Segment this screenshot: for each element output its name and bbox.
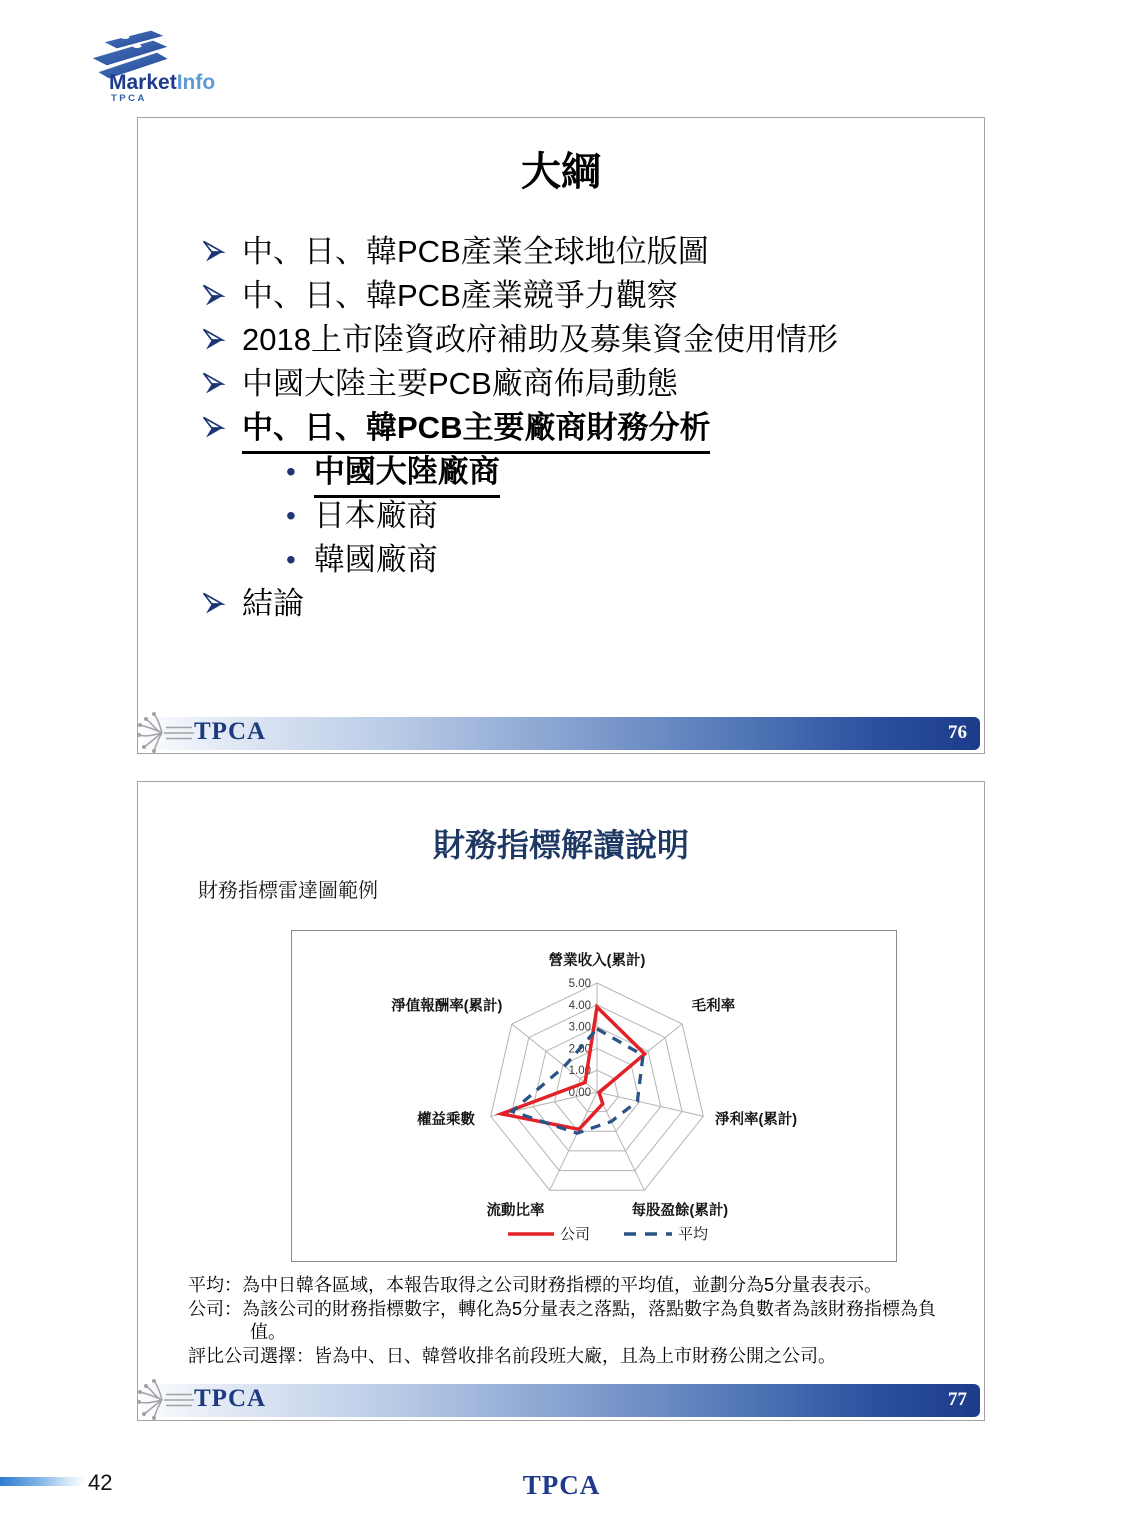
radar-chart-svg bbox=[292, 931, 896, 1261]
list-item bbox=[200, 494, 970, 538]
document-page-number: 42 bbox=[88, 1470, 113, 1495]
bullet-text: 中、日、韓PCB產業全球地位版圖 bbox=[242, 234, 709, 269]
bullet-text: 韓國廠商 bbox=[313, 542, 438, 577]
radar-axis-line bbox=[550, 1092, 597, 1190]
tpca-tree-icon bbox=[136, 1376, 194, 1424]
radar-category-label: 營業收入(累計) bbox=[548, 953, 646, 970]
slide-financial-indicators bbox=[137, 781, 985, 1421]
bullet-text: 2018上市陸資政府補助及募集資金使用情形 bbox=[242, 322, 838, 357]
radar-category-label: 流動比率 bbox=[486, 1203, 545, 1220]
arrow-bullet-icon bbox=[200, 371, 226, 397]
list-item bbox=[200, 582, 970, 626]
bullet-text: 中、日、韓PCB產業競爭力觀察 bbox=[242, 278, 678, 313]
radar-category-label: 每股盈餘(累計) bbox=[631, 1203, 729, 1220]
list-item bbox=[200, 450, 970, 494]
list-item bbox=[200, 362, 970, 406]
radar-tick-label: 5.00 bbox=[568, 978, 591, 990]
arrow-bullet-icon bbox=[200, 283, 226, 309]
slide-page-number: 77 bbox=[948, 1389, 967, 1410]
slide2-title: 財務指標解讀說明 bbox=[432, 827, 689, 863]
radar-chart bbox=[291, 930, 897, 1262]
radar-tick-label: 1.00 bbox=[568, 1065, 591, 1078]
radar-tick-label: 0.00 bbox=[568, 1087, 591, 1099]
logo-wordmark: MarketInfo bbox=[109, 71, 216, 94]
slide1-title: 大綱 bbox=[521, 150, 601, 194]
slide-page-number: 76 bbox=[948, 722, 967, 743]
arrow-bullet-icon bbox=[200, 239, 226, 265]
chart-notes bbox=[188, 1274, 962, 1368]
note-line: 評比公司選擇：皆為中、日、韓營收排名前段班大廠，且為上市財務公開之公司。 bbox=[188, 1345, 836, 1366]
radar-axis-line bbox=[597, 1092, 644, 1190]
bullet-text: 中國大陸廠商 bbox=[314, 450, 500, 498]
bullet-text: 結論 bbox=[242, 586, 304, 621]
legend-average-label: 平均 bbox=[678, 1226, 709, 1243]
slide-footer-bar bbox=[142, 717, 980, 750]
radar-category-label: 權益乘數 bbox=[417, 1111, 476, 1128]
dot-bullet-icon: • bbox=[286, 544, 296, 575]
list-item bbox=[200, 274, 970, 318]
arrow-bullet-icon bbox=[200, 591, 226, 617]
arrow-bullet-icon bbox=[200, 415, 226, 441]
marketinfo-logo bbox=[73, 28, 243, 104]
note-line: 平均：為中日韓各區域，本報告取得之公司財務指標的平均值，並劃分為5分量表表示。 bbox=[188, 1275, 883, 1295]
footer-brand: TPCA bbox=[194, 1385, 267, 1412]
bottom-brand: TPCA bbox=[522, 1470, 601, 1500]
arrow-bullet-icon bbox=[200, 327, 226, 353]
bullet-text: 中、日、韓PCB主要廠商財務分析 bbox=[242, 406, 710, 454]
slide-outline bbox=[137, 117, 985, 754]
list-item bbox=[200, 406, 970, 450]
logo-sub-label: TPCA bbox=[111, 93, 147, 104]
list-item bbox=[200, 318, 970, 362]
bullet-text: 日本廠商 bbox=[313, 498, 438, 533]
radar-category-label: 毛利率 bbox=[691, 998, 736, 1015]
radar-tick-label: 3.00 bbox=[568, 1021, 591, 1034]
bullet-text: 中國大陸主要PCB廠商佈局動態 bbox=[242, 366, 678, 401]
slide-footer-bar bbox=[142, 1384, 980, 1417]
list-item bbox=[200, 230, 970, 274]
list-item bbox=[200, 538, 970, 582]
tpca-tree-icon bbox=[136, 709, 194, 757]
slide2-subtitle: 財務指標雷達圖範例 bbox=[198, 880, 378, 902]
outline-bullet-list bbox=[200, 230, 970, 626]
footer-brand: TPCA bbox=[194, 718, 267, 745]
radar-category-label: 淨值報酬率(累計) bbox=[391, 998, 503, 1015]
dot-bullet-icon: • bbox=[286, 500, 296, 531]
radar-tick-label: 4.00 bbox=[568, 999, 591, 1012]
dot-bullet-icon: • bbox=[286, 456, 296, 487]
legend-company-label: 公司 bbox=[560, 1226, 591, 1243]
note-line: 公司：為該公司的財務指標數字，轉化為5分量表之落點，落點數字為負數者為該財務指標為負值。 bbox=[188, 1298, 937, 1342]
radar-tick-label: 2.00 bbox=[568, 1043, 591, 1056]
radar-category-label: 淨利率(累計) bbox=[714, 1111, 798, 1128]
